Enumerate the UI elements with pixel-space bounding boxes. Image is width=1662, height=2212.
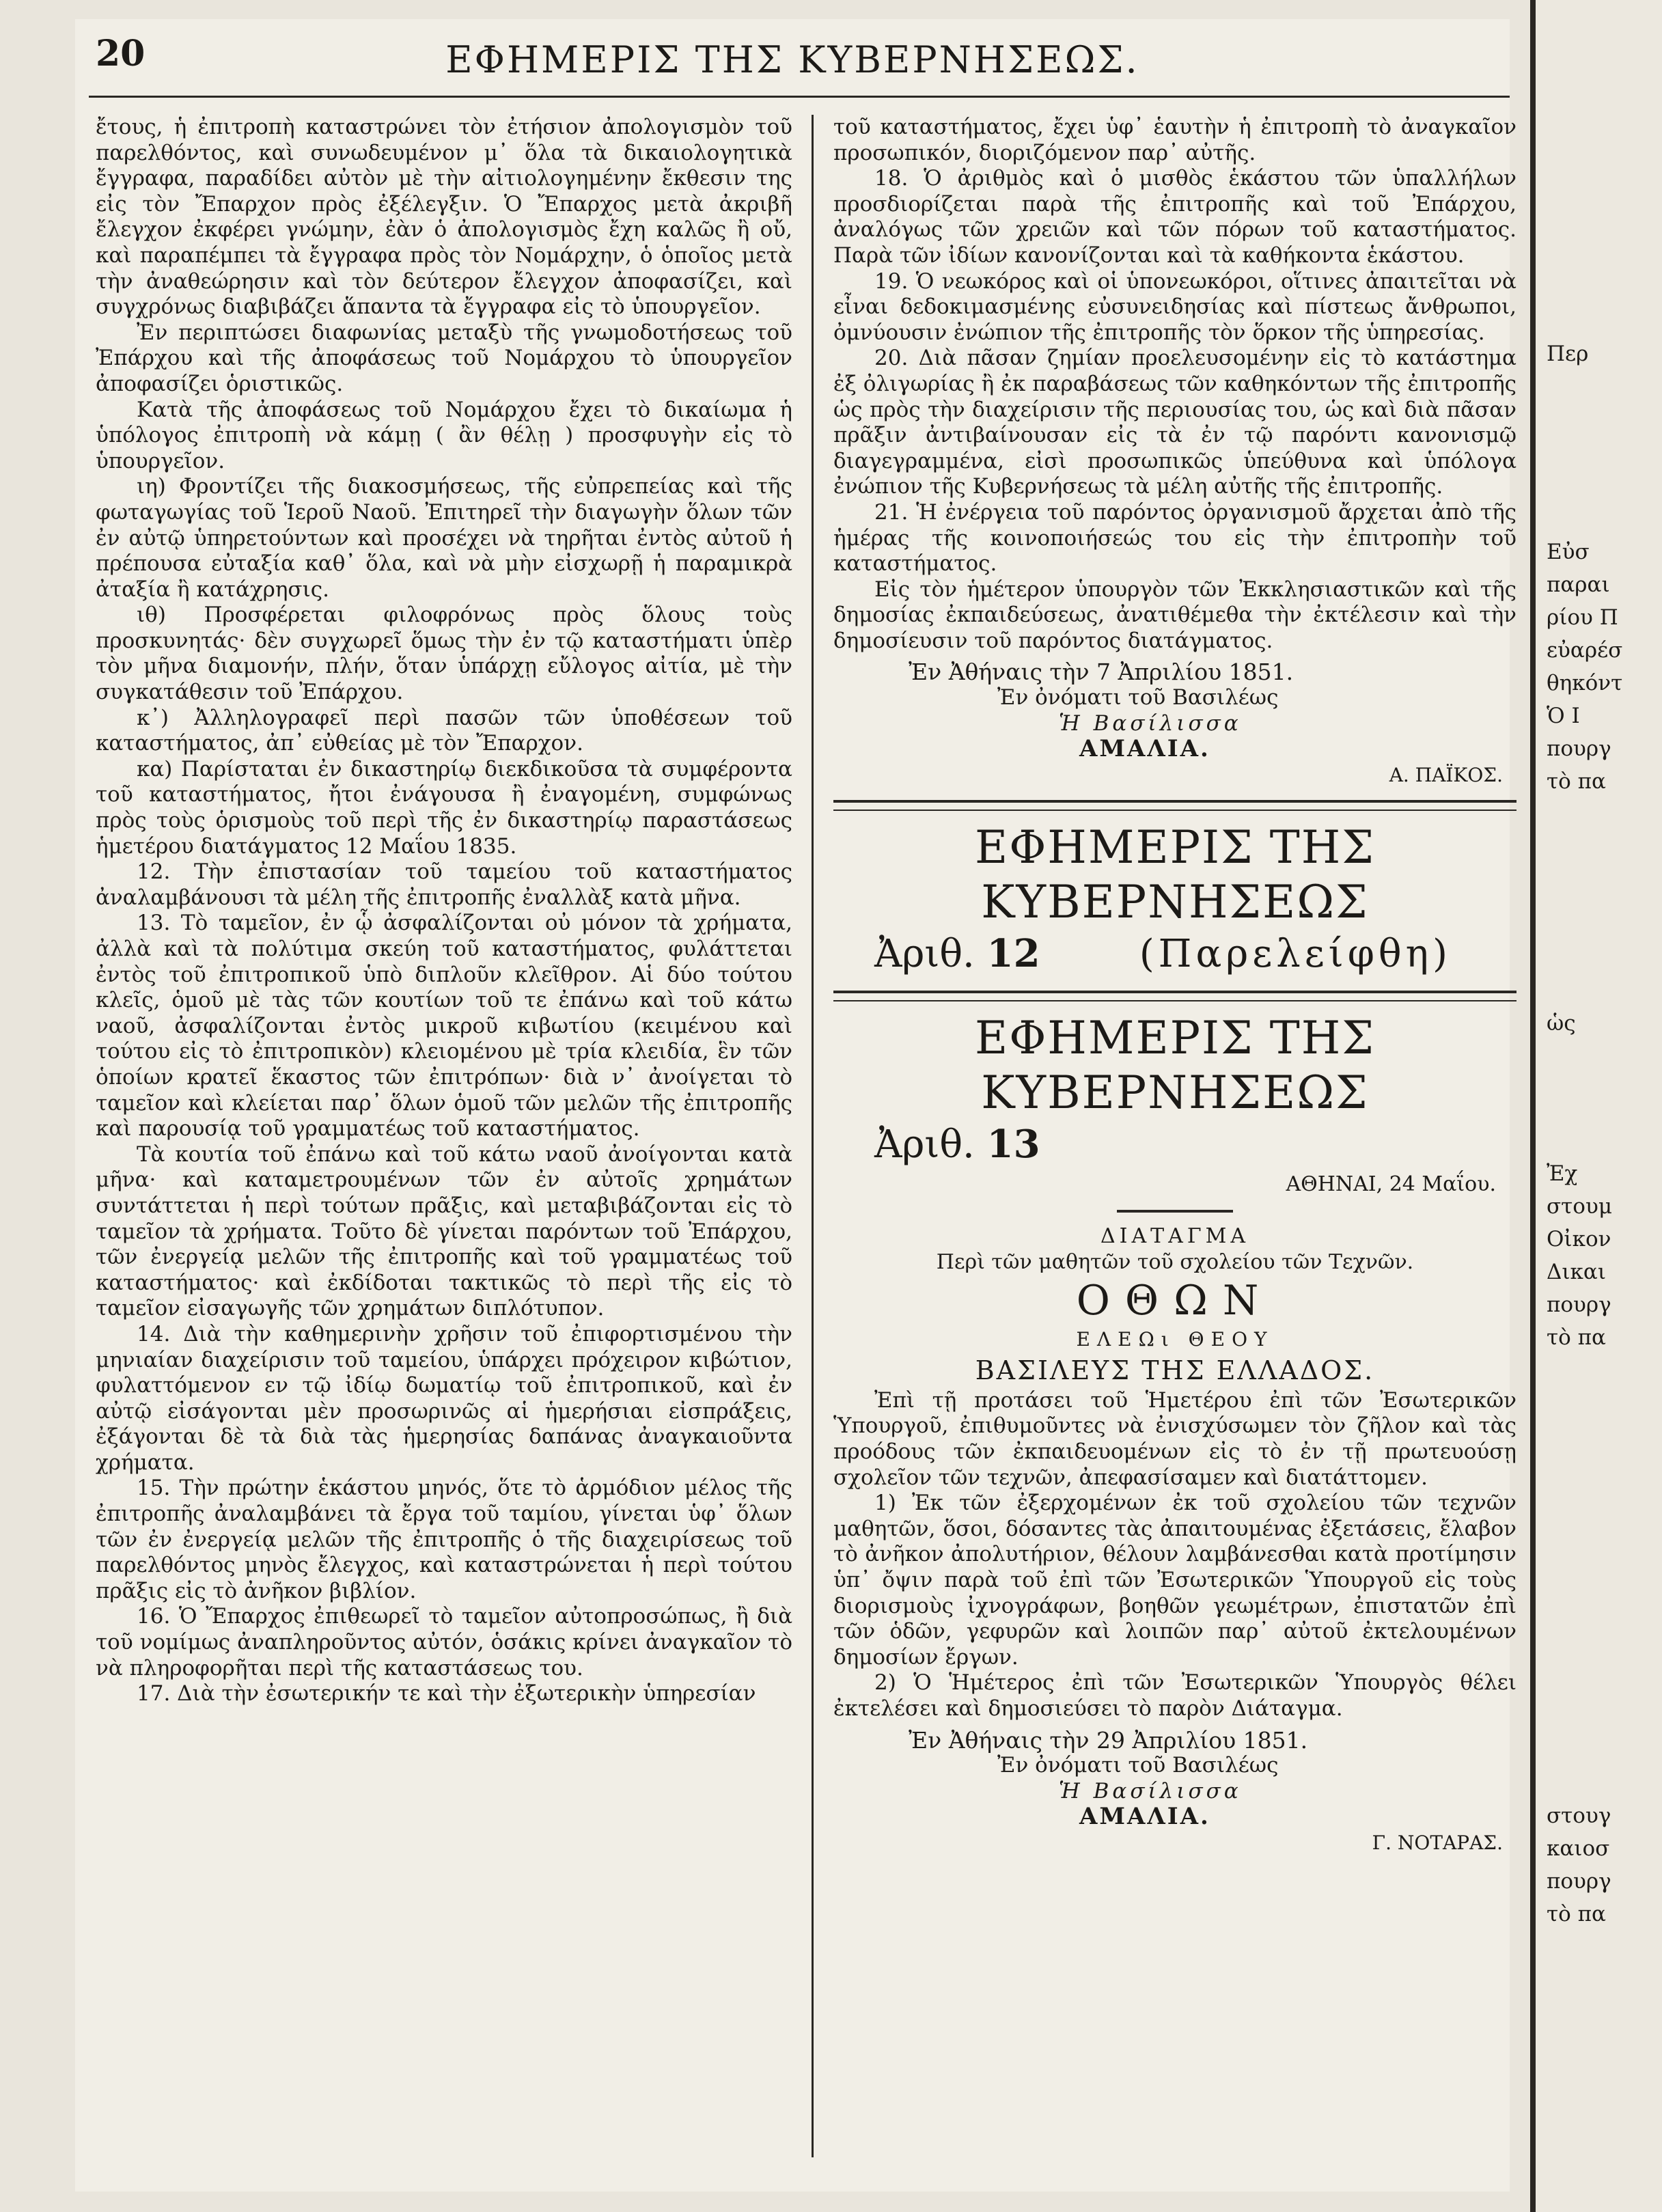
left-paragraph: κα) Παρίσταται ἐν δικαστηρίῳ διεκδικοῦσα τὰ συμφέροντα τοῦ καταστήματος, ἤτοι ἐνάγουσα ἢ ἐναγομένη, συμφώνως πρὸς τοὺς ὁρισμοὺς τοῦ περὶ τῆς ἐν δικαστηρίῳ παραστάσεως ἡμετέρου διατάγματος 12 Μαΐου 1835. <box>96 756 792 859</box>
right-paragraph: 20. Διὰ πᾶσαν ζημίαν προελευσομένην εἰς τὸ κατάστημα ἐξ ὀλιγωρίας ἢ ἐκ παραβάσεως τῶν καθηκόντων τῆς ἐπιτροπῆς ὡς πρὸς τὴν διαχείρισιν τῆς περιουσίας του, ὡς καὶ διὰ πᾶσαν πρᾶξιν ἀντιβαίνουσαν εἰς τὰ ἐν τῷ παρόντι κανονισμῷ διαγεγραμμένα, εἰσὶ προσωπικῶς ὑπεύθυνα καὶ ὑπόλογα ἐνώπιον τῆς Κυβερνήσεως τὰ μέλη αὐτῆς τῆς ἐπιτροπῆς. <box>833 346 1516 499</box>
signature-date: Ἐν Ἀθήναις τὴν 7 Ἀπριλίου 1851. <box>909 659 1294 686</box>
issue-dateline: ΑΘΗΝΑΙ, 24 Μαΐου. <box>1286 1172 1496 1197</box>
signature-date: Ἐν Ἀθήναις τὴν 29 Ἀπριλίου 1851. <box>909 1726 1308 1754</box>
left-paragraph: ιθ) Προσφέρεται φιλοφρόνως πρὸς ὅλους τοὺς προσκυνητάς· δὲν συγχωρεῖ ὅμως τὴν ἐν τῷ καταστήματι ὑπὲρ τὸν μῆνα διαμονήν, πλήν, ὅταν ὑπάρχῃ εὔλογος αἰτία, μὲ τὴν συγκατάθεσιν τοῦ Ἐπάρχου. <box>96 603 792 705</box>
signature-queen: Ἡ Βασίλισσα <box>1059 1778 1242 1803</box>
right-paragraph: Εἰς τὸν ἡμέτερον ὑπουργὸν τῶν Ἐκκλησιαστικῶν καὶ τῆς δημοσίας ἐκπαιδεύσεως, ἀνατιθέμεθα τὴν ἐκτέλεσιν καὶ τὴν δημοσίευσιν τοῦ παρόντος διατάγματος. <box>833 577 1516 653</box>
neighbor-fragment: Οἰκον <box>1547 1227 1611 1252</box>
king-title: ΒΑΣΙΛΕΥΣ ΤΗΣ ΕΛΛΑΔΟΣ. <box>975 1355 1375 1385</box>
signature-queen: Ἡ Βασίλισσα <box>1059 710 1242 736</box>
neighbor-fragment: στουμ <box>1547 1194 1612 1219</box>
page-number: 20 <box>96 33 146 74</box>
issue-label-text: Ἀριθ. <box>874 932 975 977</box>
neighbor-fragment: τὸ πα <box>1547 769 1606 794</box>
right-column <box>833 115 1516 1856</box>
left-paragraph: 16. Ὁ Ἔπαρχος ἐπιθεωρεῖ τὸ ταμεῖον αὐτοπροσώπως, ἢ διὰ τοῦ νομίμως ἀναπληροῦντος αὐτόν, ὁσάκις κρίνει ἀναγκαῖον τὸ νὰ πληροφορῆται περὶ τῆς καταστάσεως του. <box>96 1604 792 1681</box>
neighbor-fragment: τὸ πα <box>1547 1902 1606 1926</box>
issue-row <box>833 1120 1516 1169</box>
short-rule <box>1117 1210 1233 1213</box>
issue-note: (Παρελείφθη) <box>1139 932 1452 977</box>
neighbor-fragment: πουργ <box>1547 1869 1611 1894</box>
issue-label <box>874 930 1127 978</box>
decree-signature-block <box>833 1728 1516 1856</box>
signature-block <box>833 659 1516 788</box>
issue-number: 13 <box>986 1122 1040 1167</box>
decree-paragraph: Ἐπὶ τῇ προτάσει τοῦ Ἡμετέρου ἐπὶ τῶν Ἐσωτερικῶν Ὑπουργοῦ, ἐπιθυμοῦντες νὰ ἐνισχύσωμεν τὸν ζῆλον καὶ τὰς προόδους τῶν ἐκπαιδευομένων εἰς τὸ ἐν τῇ πρωτευούσῃ σχολεῖον τῶν τεχνῶν, ἀπεφασίσαμεν καὶ διατάττομεν. <box>833 1387 1516 1490</box>
issue-row <box>833 930 1516 978</box>
gazette-page <box>75 19 1516 2192</box>
issue-label-text: Ἀριθ. <box>874 1122 975 1167</box>
neighbor-fragment: Δικαι <box>1547 1260 1607 1284</box>
gazette-title: ΕΦΗΜΕΡΙΣ ΤΗΣ ΚΥΒΕΡΝΗΣΕΩΣ <box>975 821 1375 929</box>
left-column <box>96 115 792 1707</box>
column-divider <box>812 115 814 2157</box>
neighbor-fragment: θηκόντ <box>1547 671 1623 695</box>
neighbor-fragment: Εὐσ <box>1547 540 1590 564</box>
signature-minister: Γ. ΝΟΤΑΡΑΣ. <box>1372 1831 1503 1854</box>
page-header <box>96 26 1489 94</box>
signature-name: ΑΜΑΛΙΑ. <box>1079 735 1210 763</box>
section-rule <box>833 991 1516 1001</box>
decree-paragraph: 1) Ἐκ τῶν ἐξερχομένων ἐκ τοῦ σχολείου τῶν τεχνῶν μαθητῶν, ὅσοι, δόσαντες τὰς ἀπαιτουμένας ἐξετάσεις, ἔλαβον τὸ ἀνῆκον ἀπολυτήριον, θέλουν λαμβάνεσθαι κατὰ προτίμησιν ὑπ᾿ ὄψιν παρὰ τοῦ ἐπὶ τῶν Ἐσωτερικῶν Ὑπουργοῦ εἰς τοὺς διορισμοὺς ἰχνογράφων, βοηθῶν γεωμέτρων, ἐπιστατῶν ἐπὶ τῶν ὁδῶν, γεφυρῶν καὶ λοιπῶν παρ᾿ αὐτοῦ ἐκτελουμένων δημοσίων ἔργων. <box>833 1491 1516 1670</box>
header-rule <box>89 96 1510 98</box>
left-paragraph: ἔτους, ἡ ἐπιτροπὴ καταστρώνει τὸν ἐτήσιον ἀπολογισμὸν τοῦ παρελθόντος, καὶ συνωδευμένον μ᾿ ὅλα τὰ δικαιολογητικὰ ἔγγραφα, παραδίδει αὐτὸν μὲ τὴν αἰτιολογημένην ἔκθεσιν της εἰς τὸν Ἔπαρχον πρὸς ἐξέλεγξιν. Ὁ Ἔπαρχος μετὰ ἀκριβῆ ἔλεγχον ἐκφέρει γνώμην, ἐὰν ὁ ἀπολογισμὸς ἔχη καλῶς ἢ οὔ, καὶ παραπέμπει τὰ ἔγγραφα πρὸς τὸν Νομάρχην, ὁ ὁποῖος μετὰ τὴν ἀναθεώρησιν καὶ τὸν δεύτερον ἔλεγχον ἀποφασίζει, καὶ συγχρόνως διαβιβάζει ἅπαντα τὰ ἔγγραφα εἰς τὸ ὑπουργεῖον. <box>96 115 792 320</box>
signature-name: ΑΜΑΛΙΑ. <box>1079 1803 1210 1831</box>
king-name: ΟΘΩΝ <box>1076 1277 1274 1325</box>
left-paragraph: 14. Διὰ τὴν καθημερινὴν χρῆσιν τοῦ ἐπιφορτισμένου τὴν μηνιαίαν διαχείρισιν τοῦ ταμείου, ὑπάρχει πρόχειρον κιβώτιον, φυλαττόμενον εν τῷ ἰδίῳ δωματίῳ τοῦ ἐπιτροπικοῦ, καὶ ἐν αὐτῷ εἰσάγονται μὲν προσωρινῶς αἱ ἡμερήσιαι εἰσπράξεις, ἐξάγονται δὲ τὰ διὰ τὰς ἡμερησίας δαπάνας ἀναγκαιοῦντα χρήματα. <box>96 1321 792 1475</box>
neighbor-fragment: πουργ <box>1547 1292 1611 1317</box>
neighbor-fragment: ὡς <box>1547 1011 1576 1036</box>
decree-label: ΔΙΑΤΑΓΜΑ <box>1100 1224 1250 1249</box>
gazette-title: ΕΦΗΜΕΡΙΣ ΤΗΣ ΚΥΒΕΡΝΗΣΕΩΣ <box>975 1012 1375 1120</box>
left-paragraph: 13. Τὸ ταμεῖον, ἐν ᾧ ἀσφαλίζονται οὐ μόνον τὰ χρήματα, ἀλλὰ καὶ τὰ πολύτιμα σκεύη τοῦ καταστήματος, φυλάττεται ἐντὸς τοῦ ἐπιτροπικοῦ ὑπὸ διπλοῦν κλεῖθρον. Αἱ δύο τούτου κλεῖς, ὁμοῦ μὲ τὰς τῶν κουτίων τοῦ τε ἐπάνω καὶ τοῦ κάτω ναοῦ, ἀσφαλίζονται ἐντὸς μικροῦ κιβωτίου (κειμένου καὶ τούτου εἰς τὸ ἐπιτροπικὸν) κλειομένου μὲ τρία κλειδία, ἓν τῶν ὁποίων κρατεῖ ἕκαστος τῶν ἐπιτρόπων· διὰ ν᾿ ἀνοίγεται τὸ ταμεῖον καὶ κλείεται παρ᾿ ὅλων ὁμοῦ τῶν μελῶν τῆς ἐπιτροπῆς καὶ παρουσίᾳ τοῦ γραμματέως τοῦ καταστήματος. <box>96 911 792 1142</box>
left-paragraph: 17. Διὰ τὴν ἐσωτερικήν τε καὶ τὴν ἐξωτερικὴν ὑπηρεσίαν <box>137 1681 756 1706</box>
left-paragraph: ιη) Φροντίζει τῆς διακοσμήσεως, τῆς εὐπρεπείας καὶ τῆς φωταγωγίας τοῦ Ἱεροῦ Ναοῦ. Ἐπιτηρεῖ τὴν διαγωγὴν ὅλων τῶν ἐν αὐτῷ ὑπηρετούντων καὶ προσέχει νὰ τηρῆται ἐντὸς αὐτοῦ ἡ πρέπουσα εὐταξία καθ᾿ ὅλα, καὶ νὰ μὴν εἰσχωρῇ ἡ παραμικρὰ ἀταξία ἢ κατάχρησις. <box>96 474 792 602</box>
neighbor-fragment: παραι <box>1547 572 1610 597</box>
adjacent-page-edge <box>1530 0 1662 2212</box>
decree-subject: Περὶ τῶν μαθητῶν τοῦ σχολείου τῶν Τεχνῶν. <box>936 1249 1414 1274</box>
neighbor-fragment: πουργ <box>1547 736 1611 761</box>
neighbor-fragment: Περ <box>1547 342 1589 366</box>
neighbor-fragment: Ἐχ <box>1547 1161 1578 1186</box>
signature-minister: Α. ΠΑΪΚΟΣ. <box>1389 763 1503 786</box>
neighbor-fragment: ρίου Π <box>1547 605 1618 630</box>
signature-in-name: Ἐν ὀνόματι τοῦ Βασιλέως <box>997 685 1279 710</box>
neighbor-fragment: εὐαρέσ <box>1547 638 1623 663</box>
left-paragraph: Ἐν περιπτώσει διαφωνίας μεταξὺ τῆς γνωμοδοτήσεως τοῦ Ἐπάρχου καὶ τῆς ἀποφάσεως τοῦ Νομάρχου τὸ ὑπουργεῖον ἀποφασίζει ὁριστικῶς. <box>96 320 792 396</box>
left-paragraph: Κατὰ τῆς ἀποφάσεως τοῦ Νομάρχου ἔχει τὸ δικαίωμα ἡ ὑπόλογος ἐπιτροπὴ νὰ κάμῃ ( ἂν θέλῃ ) προσφυγὴν εἰς τὸ ὑπουργεῖον. <box>96 397 792 473</box>
section-rule <box>833 800 1516 811</box>
signature-in-name: Ἐν ὀνόματι τοῦ Βασιλέως <box>997 1753 1279 1778</box>
right-paragraph: 19. Ὁ νεωκόρος καὶ οἱ ὑπονεωκόροι, οἵτινες ἀπαιτεῖται νὰ εἶναι δεδοκιμασμένης εὐσυνειδησίας καὶ πίστεως ἄνθρωποι, ὀμνύουσιν ἐνώπιον τῆς ἐπιτροπῆς τὸν ὅρκον τῆς ὑπηρεσίας. <box>833 268 1516 345</box>
grace-line: ΕΛΕΩι ΘΕΟΥ <box>1076 1328 1274 1351</box>
running-title: ΕΦΗΜΕΡΙΣ ΤΗΣ ΚΥΒΕΡΝΗΣΕΩΣ. <box>445 38 1139 81</box>
decree-paragraph: 2) Ὁ Ἡμέτερος ἐπὶ τῶν Ἐσωτερικῶν Ὑπουργὸς θέλει ἐκτελέσει καὶ δημοσιεύσει τὸ παρὸν Διάταγμα. <box>833 1670 1516 1721</box>
neighbor-fragment: καιοσ <box>1547 1836 1610 1861</box>
neighbor-fragment: Ὁ Ι <box>1547 704 1580 728</box>
right-paragraph: τοῦ καταστήματος, ἔχει ὑφ᾿ ἑαυτὴν ἡ ἐπιτροπὴ τὸ ἀναγκαῖον προσωπικόν, διοριζόμενον παρ᾿ αὐτῆς. <box>833 115 1516 165</box>
neighbor-fragment: στουγ <box>1547 1803 1611 1828</box>
left-paragraph: κ᾿) Ἀλληλογραφεῖ περὶ πασῶν τῶν ὑποθέσεων τοῦ καταστήματος, ἀπ᾿ εὐθείας μὲ τὸν Ἔπαρχον. <box>96 705 792 756</box>
neighbor-fragment: τὸ πα <box>1547 1325 1606 1350</box>
issue-number: 12 <box>986 931 1040 977</box>
left-paragraph: 12. Τὴν ἐπιστασίαν τοῦ ταμείου τοῦ καταστήματος ἀναλαμβάνουσι τὰ μέλη τῆς ἐπιτροπῆς ἐναλλὰξ κατὰ μῆνα. <box>96 859 792 910</box>
left-paragraph: 15. Τὴν πρώτην ἑκάστου μηνός, ὅτε τὸ ἁρμόδιον μέλος τῆς ἐπιτροπῆς ἀναλαμβάνει τὰ ἔργα τοῦ ταμίου, γίνεται ὑφ᾿ ὅλων τῶν ἐν ἐνεργείᾳ μελῶν τῆς ἐπιτροπῆς ὁ τῆς διαχειρίσεως τοῦ παρελθόντος μηνὸς ἔλεγχος, καὶ καταστρώνεται ἡ περὶ τούτου πρᾶξις εἰς τὸ ἀνῆκον βιβλίον. <box>96 1476 792 1603</box>
left-paragraph: Τὰ κουτία τοῦ ἐπάνω καὶ τοῦ κάτω ναοῦ ἀνοίγονται κατὰ μῆνα· καὶ καταμετρουμένων τῶν ἐν αὐτοῖς χρημάτων συντάττεται ἡ περὶ τούτων πρᾶξις, καὶ μεταβιβάζονται εἰς τὸ ταμεῖον τὰ χρήματα. Τοῦτο δὲ γίνεται παρόντων τοῦ Ἐπάρχου, τῶν ἐνεργείᾳ μελῶν τῆς ἐπιτροπῆς καὶ τοῦ γραμματέως τοῦ καταστήματος· καὶ ἐκδίδοται τακτικῶς τὸ περὶ τῆς εἰς τὸ ταμεῖον εἰσαγωγῆς τῶν χρημάτων διπλότυπον. <box>96 1142 792 1321</box>
right-paragraph: 18. Ὁ ἀριθμὸς καὶ ὁ μισθὸς ἑκάστου τῶν ὑπαλλήλων προσδιορίζεται παρὰ τῆς ἐπιτροπῆς καὶ τοῦ Ἐπάρχου, ἀναλόγως τῶν χρειῶν καὶ τῶν πόρων τοῦ καταστήματος. Παρὰ τῶν ἰδίων κανονίζονται καὶ τὰ καθήκοντα ἑκάστου. <box>833 166 1516 268</box>
right-paragraph: 21. Ἡ ἐνέργεια τοῦ παρόντος ὀργανισμοῦ ἄρχεται ἀπὸ τῆς ἡμέρας τῆς κοινοποιήσεώς του εἰς τὴν ἐπιτροπὴν τοῦ καταστήματος. <box>833 499 1516 577</box>
